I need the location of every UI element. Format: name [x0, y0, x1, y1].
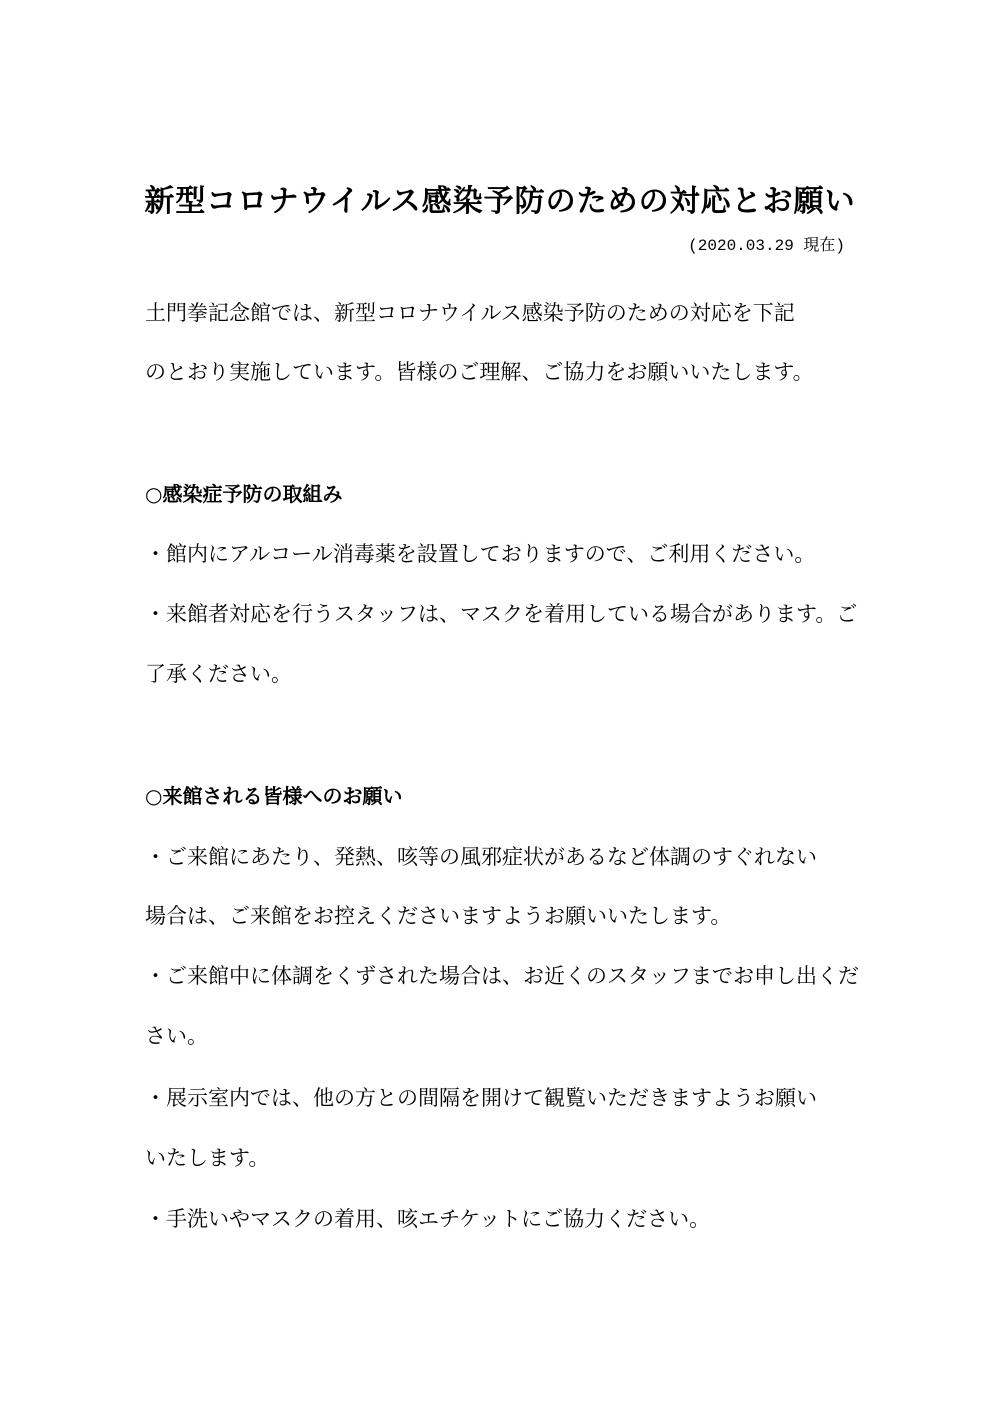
intro-line-1: 土門拳記念館では、新型コロナウイルス感染予防のための対応を下記 — [145, 301, 795, 325]
request-line-3: ・ご来館中に体調をくずされた場合は、お近くのスタッフまでお申し出くだ — [145, 964, 859, 988]
document-date: (2020.03.29 現在) — [688, 237, 845, 255]
prevention-line-1: ・館内にアルコール消毒薬を設置しておりますので、ご利用ください。 — [145, 542, 816, 566]
request-line-1: ・ご来館にあたり、発熱、咳等の風邪症状があるなど体調のすぐれない — [145, 845, 817, 869]
section-heading-prevention: ○感染症予防の取組み — [145, 482, 343, 506]
prevention-line-3: 了承ください。 — [145, 662, 292, 686]
request-line-7: ・手洗いやマスクの着用、咳エチケットにご協力ください。 — [145, 1207, 711, 1231]
request-line-6: いたします。 — [145, 1146, 270, 1170]
request-line-5: ・展示室内では、他の方との間隔を開けて観覧いただきますようお願い — [145, 1086, 817, 1110]
section-heading-requests: ○来館される皆様へのお願い — [145, 784, 403, 808]
document-title: 新型コロナウイルス感染予防のための対応とお願い — [144, 184, 856, 219]
request-line-2: 場合は、ご来館をお控えくださいますようお願いいたします。 — [145, 904, 732, 928]
prevention-line-2: ・来館者対応を行うスタッフは、マスクを着用している場合があります。ご — [145, 602, 858, 626]
intro-line-2: のとおり実施しています。皆様のご理解、ご協力をお願いいたします。 — [145, 360, 814, 384]
request-line-4: さい。 — [145, 1024, 208, 1048]
